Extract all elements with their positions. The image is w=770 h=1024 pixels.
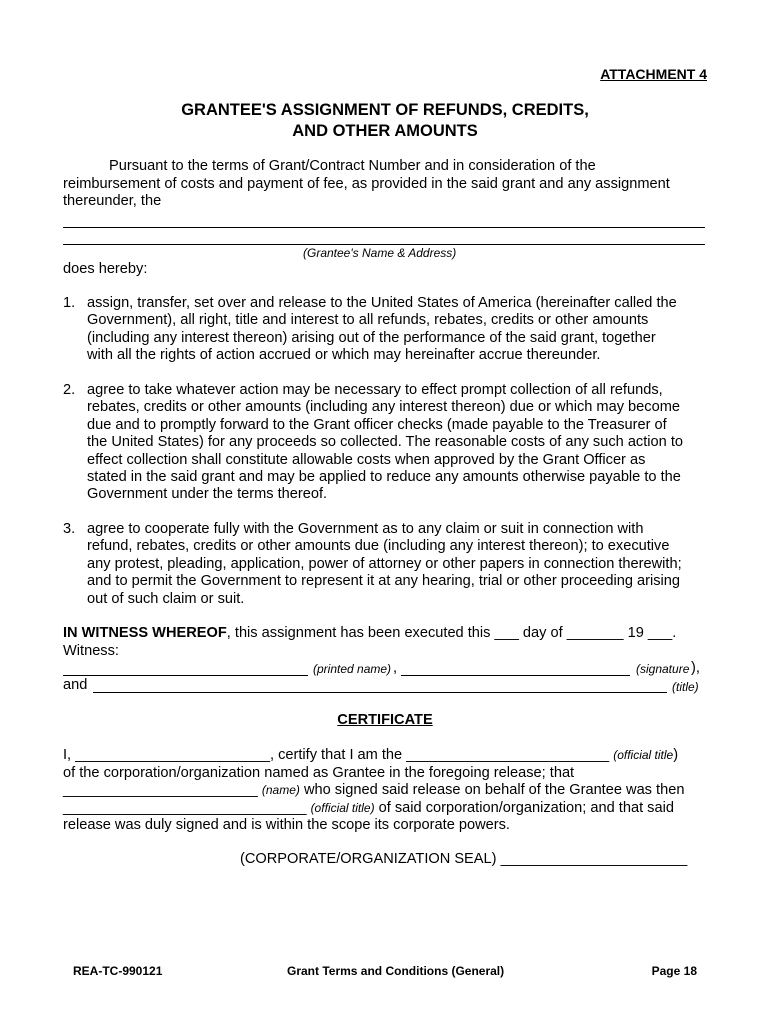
grantee-name-line-2: [63, 244, 705, 245]
witness-bold-lead: IN WITNESS WHEREOF: [63, 625, 227, 641]
name-caption: (name): [261, 783, 300, 797]
official-title-caption-2: (official title): [310, 801, 375, 815]
attachment-label: ATTACHMENT 4: [600, 66, 707, 82]
certificate-line-2: of the corporation/organization named as Grantee in the foregoing release; that: [63, 765, 575, 781]
corporate-seal-line: (CORPORATE/ORGANIZATION SEAL) _______________________: [240, 851, 688, 867]
witness-statement-rest: , this assignment has been executed this ___ day of _______ 19 ___.: [226, 625, 677, 641]
printed-name-line: [63, 675, 308, 676]
list-item-text: assign, transfer, set over and release to the United States of America (hereinafter called the Government), all right, title and interest to all refunds, rebates, credits or other amounts (including any interest thereon) arising out of the performance of the said grant, together with all the rights of action accrued or which may hereinafter accrue thereunder.: [87, 295, 677, 364]
signature-line: [401, 675, 630, 676]
title-line: [93, 692, 667, 693]
certificate-line-5: release was duly signed and is within the scope its corporate powers.: [63, 817, 510, 833]
grantee-name-line-1: [63, 227, 705, 228]
footer-title: Grant Terms and Conditions (General): [287, 964, 505, 978]
signature-caption-close: ),: [691, 660, 700, 676]
official-title-caption: (official title: [613, 748, 674, 762]
title-caption: (title): [672, 680, 699, 694]
document-title-line2: AND OTHER AMOUNTS: [292, 122, 478, 140]
list-item-number: 1.: [63, 295, 76, 311]
does-hereby-label: does hereby:: [63, 261, 148, 277]
witness-label: Witness:: [63, 643, 119, 659]
and-label: and: [63, 677, 88, 693]
list-item-text: agree to cooperate fully with the Government as to any claim or suit in connection with refund, rebates, credits or other amounts due (including any interest thereon); to executive any protest, pleading, application, power of attorney or other papers in connection therewith; and to permit the Government to represent it at any hearing, trial or other proceeding arising out of such claim or suit.: [87, 521, 682, 607]
intro-line-1: Pursuant to the terms of Grant/Contract Number and in consideration of the: [109, 158, 596, 174]
list-item-number: 2.: [63, 382, 76, 398]
document-title-line1: GRANTEE'S ASSIGNMENT OF REFUNDS, CREDITS,: [181, 101, 589, 119]
grantee-name-caption: (Grantee's Name & Address): [303, 246, 457, 260]
footer-doc-id: REA-TC-990121: [73, 964, 163, 978]
signature-caption: (signature: [636, 662, 690, 676]
footer-page-number: Page 18: [651, 964, 697, 978]
certificate-heading: CERTIFICATE: [337, 712, 433, 728]
intro-line-3: thereunder, the: [63, 193, 162, 209]
comma-separator: ,: [393, 660, 398, 676]
intro-line-2: reimbursement of costs and payment of fee, as provided in the said grant and any assignment: [63, 176, 670, 192]
certificate-line-1: I, ________________________, certify that I am the _________________________ (official title): [63, 747, 679, 763]
list-item-number: 3.: [63, 521, 76, 537]
witness-statement: [63, 625, 676, 641]
printed-name-caption: (printed name): [313, 662, 392, 676]
certificate-line-3: ________________________ (name) who signed said release on behalf of the Grantee was then: [63, 782, 685, 798]
certificate-line-4: ______________________________ (official title) of said corporation/organization; and that said: [63, 800, 674, 816]
list-item-text: agree to take whatever action may be necessary to effect prompt collection of all refunds, rebates, credits or other amounts (including any interest thereon) due or which may become due and to promptly forward to the Grant officer checks (made payable to the Treasurer of the United States) for any proceeds so collected. The reasonable costs of any such action to effect collection shall constitute allowable costs when approved by the Grant Officer as stated in the said grant and may be applied to reduce any amounts otherwise payable to the Government under the terms thereof.: [87, 382, 683, 503]
